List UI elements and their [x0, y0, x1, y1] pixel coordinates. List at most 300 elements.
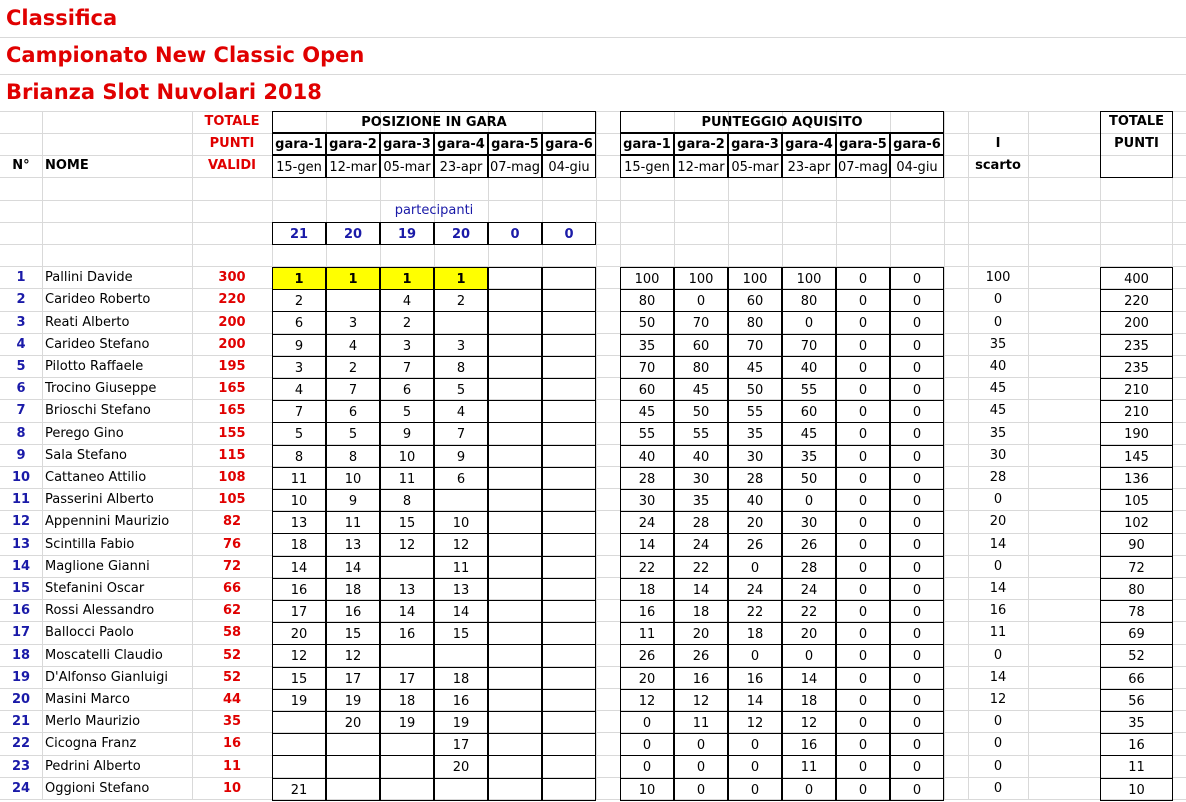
row-scarto: 0	[993, 714, 1003, 729]
row-position	[326, 733, 380, 756]
row-scarto: 12	[989, 692, 1007, 707]
row-points: 0	[890, 267, 944, 290]
title-brianza: Brianza Slot Nuvolari 2018	[6, 80, 322, 104]
gara-date: 23-apr	[782, 155, 836, 178]
row-position: 20	[272, 622, 326, 645]
row-totale: 235	[1100, 356, 1173, 379]
row-validi: 115	[218, 448, 246, 463]
row-name: Brioschi Stefano	[45, 403, 151, 418]
row-position	[488, 378, 542, 401]
row-position: 8	[326, 445, 380, 468]
partecipanti-value: 21	[272, 222, 326, 245]
row-points: 0	[890, 311, 944, 335]
row-points: 0	[890, 711, 944, 734]
row-points: 0	[836, 755, 890, 779]
row-points: 0	[836, 622, 890, 645]
row-validi: 105	[218, 492, 246, 507]
row-points: 0	[836, 467, 890, 490]
row-number: 4	[16, 337, 26, 352]
row-position	[542, 267, 596, 290]
row-points: 22	[674, 556, 728, 579]
row-points: 45	[782, 422, 836, 446]
row-position: 17	[326, 667, 380, 690]
row-points: 0	[836, 578, 890, 601]
row-points: 0	[890, 489, 944, 512]
gara-header: gara-1	[620, 133, 674, 155]
row-number: 8	[16, 426, 26, 441]
row-position	[488, 267, 542, 290]
row-position: 7	[380, 356, 434, 379]
row-points: 28	[620, 467, 674, 490]
row-number: 16	[11, 603, 31, 618]
row-position	[542, 334, 596, 357]
gara-date: 12-mar	[326, 155, 380, 178]
gara-date: 05-mar	[380, 155, 434, 178]
gara-header: gara-1	[272, 133, 326, 155]
row-position	[488, 600, 542, 623]
row-points: 100	[782, 267, 836, 290]
row-scarto: 0	[993, 315, 1003, 330]
row-position: 2	[272, 289, 326, 312]
header-punti: PUNTI	[209, 136, 255, 151]
row-position: 12	[380, 533, 434, 557]
row-points: 11	[782, 755, 836, 779]
row-position	[272, 733, 326, 756]
row-points: 28	[728, 467, 782, 490]
row-points: 0	[890, 733, 944, 756]
row-position: 11	[326, 511, 380, 534]
row-position	[488, 289, 542, 312]
row-name: Scintilla Fabio	[45, 537, 135, 552]
row-position	[542, 311, 596, 335]
row-points: 0	[836, 422, 890, 446]
row-totale: 72	[1100, 556, 1173, 579]
row-number: 12	[11, 514, 31, 529]
row-points: 0	[836, 311, 890, 335]
row-points: 100	[620, 267, 674, 290]
row-position	[488, 511, 542, 534]
gara-header: gara-3	[728, 133, 782, 155]
row-position: 7	[272, 400, 326, 423]
row-points: 0	[836, 711, 890, 734]
row-points: 50	[620, 311, 674, 335]
row-position: 9	[272, 334, 326, 357]
row-position: 6	[272, 311, 326, 335]
row-number: 19	[11, 670, 31, 685]
row-position: 12	[434, 533, 488, 557]
row-validi: 155	[218, 426, 246, 441]
row-points: 0	[674, 778, 728, 801]
row-points: 20	[782, 622, 836, 645]
row-position	[542, 689, 596, 712]
row-totale: 78	[1100, 600, 1173, 623]
row-position	[488, 311, 542, 335]
row-position: 15	[380, 511, 434, 534]
row-totale: 52	[1100, 644, 1173, 668]
header-punteggio: PUNTEGGIO AQUISITO	[620, 111, 944, 133]
row-position	[542, 778, 596, 801]
row-points: 0	[728, 733, 782, 756]
row-scarto: 35	[989, 426, 1007, 441]
row-points: 0	[836, 667, 890, 690]
row-position	[542, 667, 596, 690]
header-punti-right: PUNTI	[1114, 136, 1159, 151]
row-validi: 72	[222, 559, 242, 574]
row-position	[542, 378, 596, 401]
gara-date: 15-gen	[620, 155, 674, 178]
row-name: Masini Marco	[45, 692, 130, 707]
row-position: 18	[272, 533, 326, 557]
row-points: 26	[674, 644, 728, 668]
row-name: Merlo Maurizio	[45, 714, 141, 729]
row-position	[542, 467, 596, 490]
row-position: 9	[434, 445, 488, 468]
row-position: 18	[434, 667, 488, 690]
row-points: 22	[620, 556, 674, 579]
row-position: 1	[326, 267, 380, 290]
row-points: 35	[728, 422, 782, 446]
row-points: 22	[728, 600, 782, 623]
row-position: 10	[272, 489, 326, 512]
row-totale: 210	[1100, 400, 1173, 423]
row-position	[542, 445, 596, 468]
gara-header: gara-3	[380, 133, 434, 155]
row-points: 16	[674, 667, 728, 690]
row-position: 3	[434, 334, 488, 357]
row-points: 0	[836, 689, 890, 712]
row-position	[488, 400, 542, 423]
row-points: 0	[890, 445, 944, 468]
header-num: N°	[12, 158, 30, 173]
row-points: 55	[620, 422, 674, 446]
row-position: 7	[434, 422, 488, 446]
row-totale: 210	[1100, 378, 1173, 401]
grid-hline	[0, 37, 1186, 38]
row-position	[542, 533, 596, 557]
row-position	[488, 467, 542, 490]
row-number: 15	[11, 581, 31, 596]
row-points: 0	[890, 600, 944, 623]
partecipanti-value: 19	[380, 222, 434, 245]
row-validi: 35	[222, 714, 242, 729]
row-position: 1	[272, 267, 326, 290]
row-position	[326, 755, 380, 779]
row-points: 0	[890, 422, 944, 446]
row-name: Oggioni Stefano	[45, 781, 150, 796]
row-points: 0	[836, 778, 890, 801]
row-points: 100	[728, 267, 782, 290]
row-name: Carideo Stefano	[45, 337, 150, 352]
row-points: 70	[782, 334, 836, 357]
row-position: 6	[434, 467, 488, 490]
row-position: 16	[434, 689, 488, 712]
row-validi: 16	[222, 736, 242, 751]
row-points: 0	[674, 755, 728, 779]
row-points: 0	[782, 644, 836, 668]
row-points: 45	[620, 400, 674, 423]
partecipanti-value: 20	[434, 222, 488, 245]
row-name: Maglione Gianni	[45, 559, 150, 574]
row-points: 50	[782, 467, 836, 490]
row-points: 28	[674, 511, 728, 534]
row-points: 0	[836, 445, 890, 468]
row-position	[542, 400, 596, 423]
header-validi: VALIDI	[208, 158, 256, 173]
row-points: 45	[674, 378, 728, 401]
row-points: 18	[674, 600, 728, 623]
row-validi: 82	[222, 514, 242, 529]
row-scarto: 14	[989, 581, 1007, 596]
row-totale: 35	[1100, 711, 1173, 734]
row-name: Cattaneo Attilio	[45, 470, 147, 485]
row-points: 0	[890, 400, 944, 423]
row-points: 80	[728, 311, 782, 335]
row-points: 16	[782, 733, 836, 756]
row-points: 50	[674, 400, 728, 423]
row-position: 7	[326, 378, 380, 401]
row-points: 60	[728, 289, 782, 312]
grid-hline	[0, 74, 1186, 75]
row-position: 17	[272, 600, 326, 623]
row-totale: 10	[1100, 778, 1173, 801]
row-position: 12	[272, 644, 326, 668]
gara-date: 04-giu	[890, 155, 944, 178]
row-number: 21	[11, 714, 31, 729]
gara-date: 04-giu	[542, 155, 596, 178]
row-totale: 69	[1100, 622, 1173, 645]
row-points: 18	[782, 689, 836, 712]
row-points: 14	[620, 533, 674, 557]
row-position	[326, 289, 380, 312]
row-position	[380, 755, 434, 779]
row-position	[488, 622, 542, 645]
row-points: 0	[674, 289, 728, 312]
row-totale: 200	[1100, 311, 1173, 335]
row-position	[326, 778, 380, 801]
row-number: 2	[16, 292, 26, 307]
row-points: 55	[728, 400, 782, 423]
row-points: 0	[836, 289, 890, 312]
row-totale: 400	[1100, 267, 1173, 290]
gara-date: 12-mar	[674, 155, 728, 178]
row-validi: 220	[218, 292, 246, 307]
header-totale-right: TOTALE	[1108, 114, 1164, 129]
row-points: 0	[728, 556, 782, 579]
row-position: 10	[326, 467, 380, 490]
row-position: 5	[380, 400, 434, 423]
row-points: 0	[620, 711, 674, 734]
row-points: 0	[674, 733, 728, 756]
partecipanti-value: 20	[326, 222, 380, 245]
row-points: 70	[674, 311, 728, 335]
row-points: 0	[890, 356, 944, 379]
row-position: 5	[434, 378, 488, 401]
row-validi: 108	[218, 470, 246, 485]
row-points: 0	[728, 778, 782, 801]
row-scarto: 35	[989, 337, 1007, 352]
row-totale: 56	[1100, 689, 1173, 712]
gara-header: gara-4	[434, 133, 488, 155]
row-position: 4	[434, 400, 488, 423]
row-name: Pilotto Raffaele	[45, 359, 144, 374]
row-scarto: 28	[989, 470, 1007, 485]
row-scarto: 0	[993, 648, 1003, 663]
row-position	[488, 644, 542, 668]
row-number: 22	[11, 736, 31, 751]
row-points: 24	[728, 578, 782, 601]
row-points: 35	[674, 489, 728, 512]
row-points: 24	[782, 578, 836, 601]
header-totale: TOTALE	[204, 114, 260, 129]
row-points: 0	[836, 511, 890, 534]
row-number: 17	[11, 625, 31, 640]
row-totale: 220	[1100, 289, 1173, 312]
row-position	[542, 422, 596, 446]
row-number: 7	[16, 403, 26, 418]
row-validi: 44	[222, 692, 242, 707]
row-position: 19	[326, 689, 380, 712]
row-points: 20	[620, 667, 674, 690]
row-number: 5	[16, 359, 26, 374]
row-scarto: 0	[993, 492, 1003, 507]
row-position: 13	[380, 578, 434, 601]
row-position: 15	[326, 622, 380, 645]
row-points: 40	[782, 356, 836, 379]
row-position: 16	[326, 600, 380, 623]
row-position: 19	[272, 689, 326, 712]
row-validi: 52	[222, 648, 242, 663]
row-position	[488, 533, 542, 557]
row-position: 11	[272, 467, 326, 490]
row-points: 20	[674, 622, 728, 645]
row-position: 8	[434, 356, 488, 379]
row-points: 40	[620, 445, 674, 468]
row-name: Stefanini Oscar	[45, 581, 145, 596]
row-points: 0	[890, 689, 944, 712]
row-points: 11	[620, 622, 674, 645]
row-position: 2	[380, 311, 434, 335]
row-points: 0	[890, 667, 944, 690]
gara-header: gara-4	[782, 133, 836, 155]
row-points: 80	[620, 289, 674, 312]
row-points: 0	[836, 556, 890, 579]
row-points: 12	[620, 689, 674, 712]
grid-vline	[1028, 111, 1029, 800]
row-position	[542, 289, 596, 312]
row-points: 30	[782, 511, 836, 534]
row-position	[542, 489, 596, 512]
row-totale: 102	[1100, 511, 1173, 534]
row-position: 10	[380, 445, 434, 468]
row-points: 18	[728, 622, 782, 645]
header-scarto: scarto	[975, 158, 1021, 173]
row-position	[488, 733, 542, 756]
row-number: 11	[11, 492, 31, 507]
row-scarto: 40	[989, 359, 1007, 374]
row-validi: 165	[218, 403, 246, 418]
row-position	[488, 489, 542, 512]
row-position: 16	[380, 622, 434, 645]
row-position	[488, 778, 542, 801]
row-validi: 52	[222, 670, 242, 685]
row-totale: 11	[1100, 755, 1173, 779]
row-scarto: 0	[993, 759, 1003, 774]
row-points: 0	[728, 755, 782, 779]
row-position	[488, 422, 542, 446]
row-points: 0	[782, 489, 836, 512]
row-position	[488, 689, 542, 712]
row-position: 11	[380, 467, 434, 490]
row-totale: 16	[1100, 733, 1173, 756]
row-points: 26	[782, 533, 836, 557]
gara-date: 15-gen	[272, 155, 326, 178]
row-position: 9	[326, 489, 380, 512]
row-scarto: 30	[989, 448, 1007, 463]
row-position: 12	[326, 644, 380, 668]
row-position	[434, 778, 488, 801]
row-position	[272, 755, 326, 779]
row-position: 9	[380, 422, 434, 446]
gara-header: gara-2	[326, 133, 380, 155]
row-position: 18	[326, 578, 380, 601]
row-points: 35	[620, 334, 674, 357]
row-number: 9	[16, 448, 26, 463]
row-points: 0	[890, 511, 944, 534]
row-position: 4	[326, 334, 380, 357]
row-position: 15	[434, 622, 488, 645]
row-position: 3	[326, 311, 380, 335]
row-points: 100	[674, 267, 728, 290]
row-position	[542, 622, 596, 645]
row-position	[488, 556, 542, 579]
row-points: 0	[890, 644, 944, 668]
row-scarto: 0	[993, 292, 1003, 307]
row-position	[380, 778, 434, 801]
row-position: 17	[434, 733, 488, 756]
row-number: 13	[11, 537, 31, 552]
row-points: 12	[728, 711, 782, 734]
row-totale: 80	[1100, 578, 1173, 601]
row-number: 10	[11, 470, 31, 485]
row-scarto: 45	[989, 381, 1007, 396]
row-points: 0	[890, 622, 944, 645]
row-scarto: 16	[989, 603, 1007, 618]
row-points: 0	[836, 644, 890, 668]
row-points: 0	[620, 755, 674, 779]
row-points: 35	[782, 445, 836, 468]
row-position: 14	[380, 600, 434, 623]
row-totale: 190	[1100, 422, 1173, 446]
row-name: Ballocci Paolo	[45, 625, 134, 640]
row-points: 10	[620, 778, 674, 801]
row-points: 80	[674, 356, 728, 379]
row-points: 0	[836, 489, 890, 512]
row-position	[488, 356, 542, 379]
row-position	[488, 445, 542, 468]
row-position: 13	[272, 511, 326, 534]
row-position	[542, 556, 596, 579]
row-points: 0	[890, 556, 944, 579]
row-points: 0	[890, 334, 944, 357]
row-totale: 136	[1100, 467, 1173, 490]
row-position: 1	[380, 267, 434, 290]
row-position: 14	[434, 600, 488, 623]
gara-header: gara-2	[674, 133, 728, 155]
row-points: 0	[890, 289, 944, 312]
row-position	[380, 556, 434, 579]
row-position	[488, 755, 542, 779]
row-name: Appennini Maurizio	[45, 514, 170, 529]
